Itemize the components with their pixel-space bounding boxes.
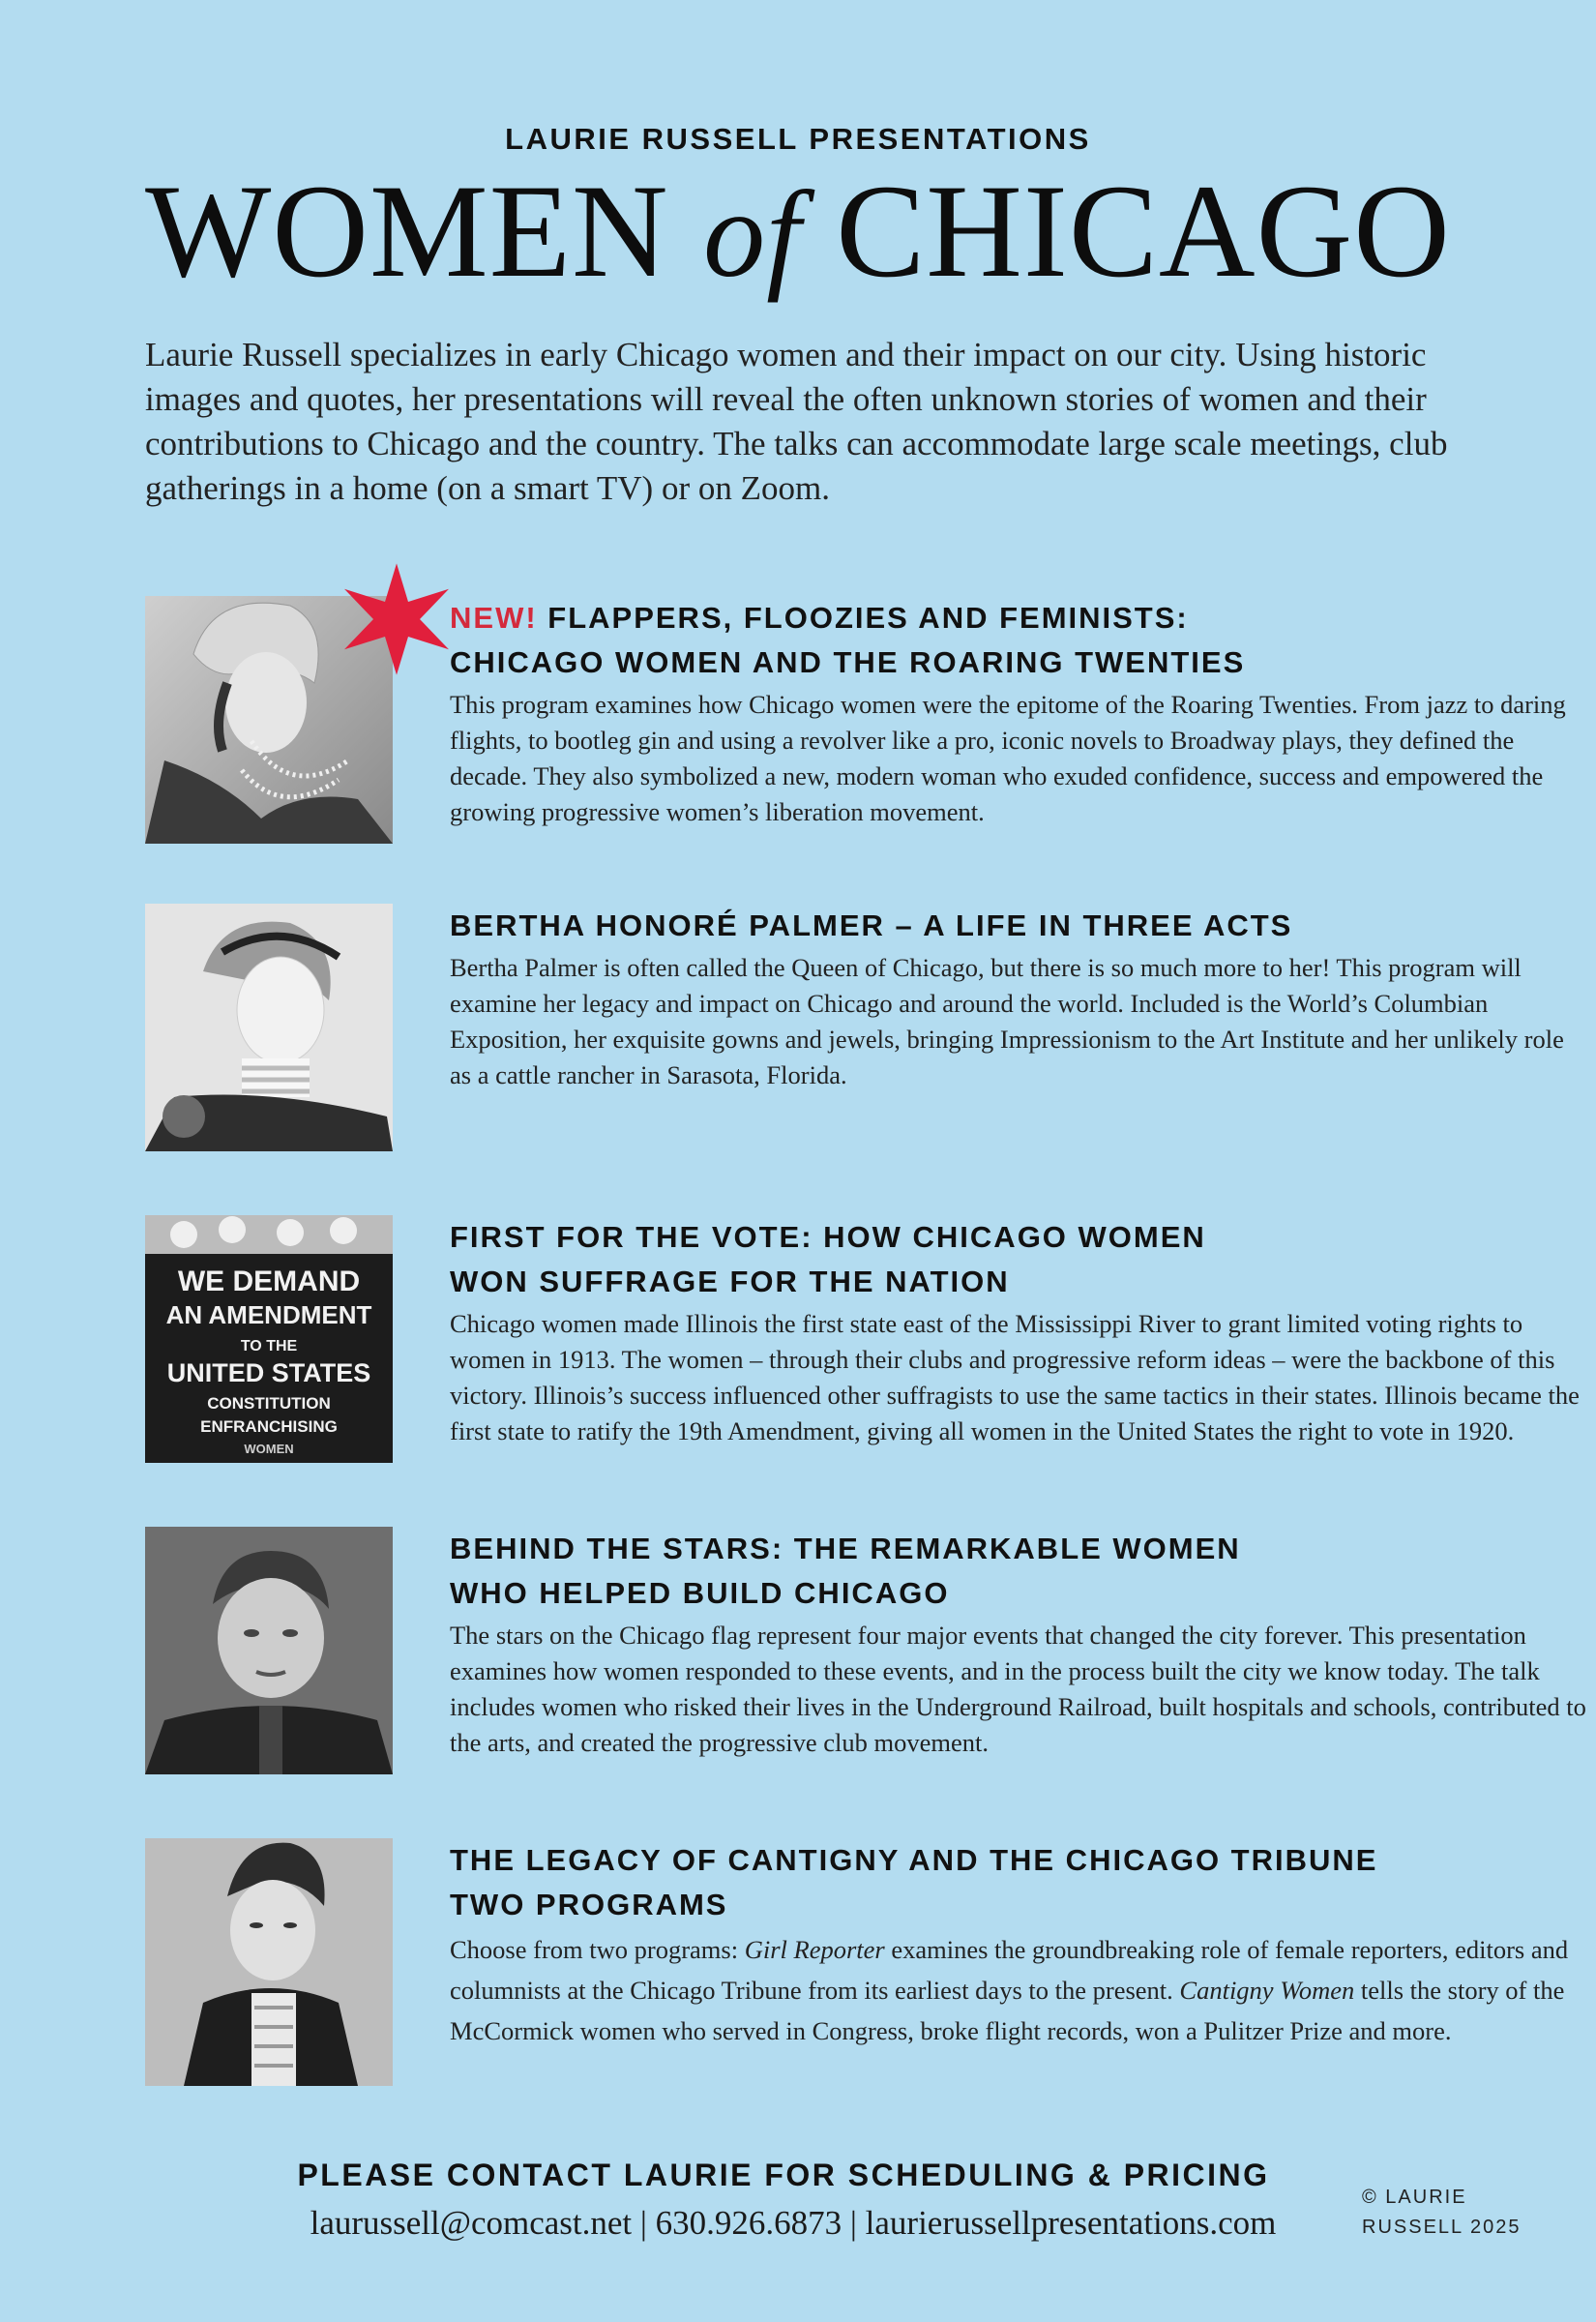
banner-line-6: ENFRANCHISING [200,1417,338,1436]
copyright-line1: © LAURIE [1362,2187,1467,2208]
program-text [450,596,1591,830]
cantigny-women-title: Cantigny Women [1179,1976,1355,2005]
banner-line-1: WE DEMAND [177,1265,361,1297]
contact-heading: PLEASE CONTACT LAURIE FOR SCHEDULING & PRICING [297,2158,1270,2192]
program-text [450,1838,1591,2051]
program-title-line2: WHO HELPED BUILD CHICAGO [450,1576,950,1610]
program-description: This program examines how Chicago women were the epitome of the Roaring Twenties. From jazz to daring flights, to bootleg gin and using a revolver like a pro, iconic novels to Broadway plays, they defined the decade. They also symbolized a new, modern woman who exuded confidence, success and empowered the growing progressive women’s liberation movement. [450,690,1566,826]
suffrage-banner-photo [145,1215,393,1463]
title-women: WOMEN [145,157,704,305]
chicago-star-icon [339,561,455,677]
program-description: Chicago women made Illinois the first state east of the Mississippi River to grant limited voting rights to women in 1913. The women – through their clubs and progressive reform ideas – were the backbone of this victory. Illinois’s success influenced other suffragists to use the same tactics in their states. Illinois became the first state to ratify the 19th Amendment, giving all women in the United States the right to vote in 1920. [450,1309,1580,1445]
program-title-line2: CHICAGO WOMEN AND THE ROARING TWENTIES [450,645,1246,679]
program-title-line1: BEHIND THE STARS: THE REMARKABLE WOMEN [450,1532,1241,1565]
desc-part: tells the story of the McCormick women who served in Congress, broke flight records, won a Pulitzer Prize and more. [450,1976,1565,2045]
program-title-line1: FLAPPERS, FLOOZIES AND FEMINISTS: [537,601,1189,635]
new-badge: NEW! [450,601,538,635]
program-title-line1: THE LEGACY OF CANTIGNY AND THE CHICAGO TRIBUNE [450,1843,1378,1877]
program-title-line1: FIRST FOR THE VOTE: HOW CHICAGO WOMEN [450,1220,1206,1254]
program-description: Bertha Palmer is often called the Queen of Chicago, but there is so much more to her! This program will examine her legacy and impact on Chicago and around the world. Included is the World’s Columbian Exposition, her exquisite gowns and jewels, bringing Impressionism to the Art Institute and her unlikely role as a cattle rancher in Sarasota, Florida. [450,953,1564,1089]
contact-details: laurussell@comcast.net | 630.926.6873 | laurierussellpresentations.com [310,2204,1277,2242]
program-title [450,1527,1591,1616]
banner-line-2: AN AMENDMENT [165,1300,372,1329]
copyright-notice [1362,2183,1555,2243]
program-title [450,1838,1591,1927]
desc-part: examines the groundbreaking role of female reporters, editors and columnists at the Chicago Tribune from its earliest days to the present. [450,1935,1569,2005]
program-description [450,1929,1591,2051]
program-title [450,596,1591,685]
program-title-line2: WON SUFFRAGE FOR THE NATION [450,1265,1010,1298]
program-text [450,904,1591,1093]
girl-reporter-title: Girl Reporter [744,1935,885,1964]
banner-line-5: CONSTITUTION [207,1394,331,1413]
program-description: The stars on the Chicago flag represent four major events that changed the city forever. This presentation examines how women responded to these events, and in the process built the city we know today. The talk includes women who risked their lives in the Underground Railroad, built hospitals and schools, contributed to the arts, and created the progressive club movement. [450,1621,1586,1757]
program-title: BERTHA HONORÉ PALMER – A LIFE IN THREE ACTS [450,908,1293,942]
banner-line-3: TO THE [240,1338,298,1354]
desc-part: Choose from two programs: [450,1935,745,1964]
intro-paragraph: Laurie Russell specializes in early Chicago women and their impact on our city. Using historic images and quotes, her presentations will reveal the often unknown stories of women and their contributions to Chicago and the country. The talks can accommodate large scale meetings, club gatherings in a home (on a smart TV) or on Zoom. [145,336,1448,507]
program-text [450,1527,1591,1761]
program-title [450,1215,1591,1304]
program-title-line2: TWO PROGRAMS [450,1888,728,1921]
copyright-line2: RUSSELL 2025 [1362,2217,1522,2238]
bertha-palmer-photo [145,904,393,1151]
page-title [0,157,1596,305]
banner-line-4: UNITED STATES [166,1358,371,1387]
cantigny-woman-photo [145,1838,393,2086]
program-text [450,1215,1591,1449]
title-of: of [703,165,802,303]
title-chicago: CHICAGO [801,157,1451,305]
jane-addams-photo [145,1527,393,1774]
presenter-eyebrow: LAURIE RUSSELL PRESENTATIONS [505,122,1091,156]
banner-line-7: WOMEN [244,1442,294,1456]
